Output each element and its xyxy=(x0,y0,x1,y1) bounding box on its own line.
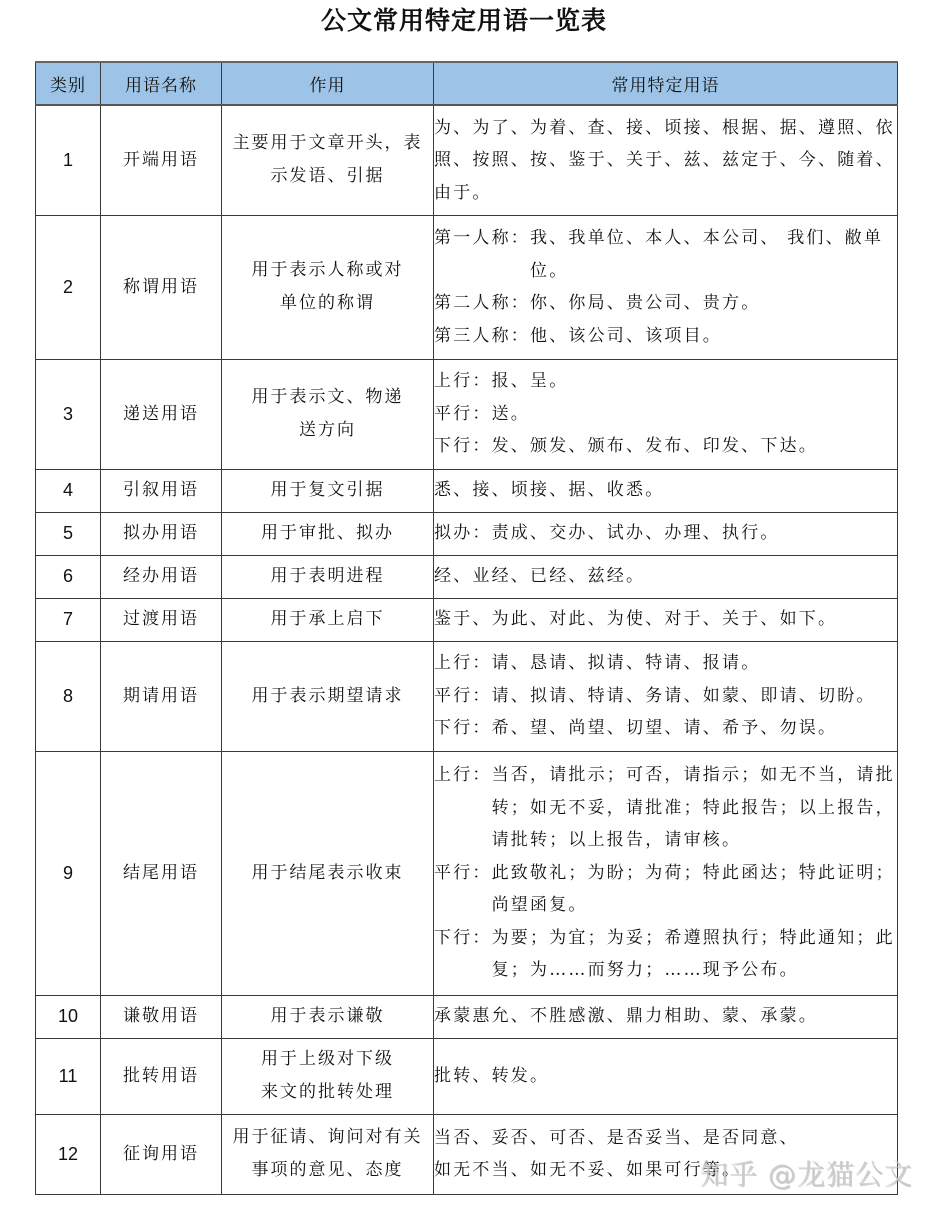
category-number: 9 xyxy=(36,751,101,995)
term-name: 引叙用语 xyxy=(101,469,222,512)
term-group xyxy=(434,712,897,745)
term-group xyxy=(434,759,897,857)
page-title: 公文常用特定用语一览表 xyxy=(320,6,607,35)
term-text: 如无不当、如无不妥、如果可行等。 xyxy=(434,1160,742,1180)
term-group xyxy=(434,365,897,398)
term-group-label: 下行： xyxy=(434,718,492,739)
term-group-text: 发、颁发、颁布、发布、印发、下达。 xyxy=(491,436,819,457)
term-name: 征询用语 xyxy=(101,1114,222,1194)
common-terms xyxy=(434,995,898,1038)
term-name: 期请用语 xyxy=(101,641,222,751)
column-header-category: 类别 xyxy=(36,62,101,105)
term-group xyxy=(434,222,897,287)
function-line: 用于表明进程 xyxy=(270,566,385,586)
term-group-text: 当否，请批示；可否，请指示；如无不当，请批转；如无不妥，请批准；特此报告；以上报告，请批转；以上报告，请审核。 xyxy=(491,765,895,851)
term-group-text: 报、呈。 xyxy=(491,371,569,392)
common-terms xyxy=(434,641,898,751)
term-group-label: 上行： xyxy=(434,765,492,786)
term-function xyxy=(222,469,434,512)
table-row xyxy=(36,105,898,215)
term-text: 承蒙惠允、不胜感激、鼎力相助、蒙、承蒙。 xyxy=(434,1006,818,1027)
function-line: 示发语、引据 xyxy=(270,166,385,187)
function-line: 用于审批、拟办 xyxy=(261,523,394,543)
watermark: 知乎 @龙猫公文 xyxy=(700,1158,913,1191)
term-name: 结尾用语 xyxy=(101,751,222,995)
table-row xyxy=(36,641,898,751)
table-body xyxy=(36,105,898,1194)
term-function xyxy=(222,598,434,641)
term-function xyxy=(222,359,434,469)
term-name: 经办用语 xyxy=(101,555,222,598)
term-function xyxy=(222,1114,434,1194)
term-function xyxy=(222,512,434,555)
common-terms xyxy=(434,469,898,512)
column-header-common-terms: 常用特定用语 xyxy=(434,62,898,105)
term-group-label: 上行： xyxy=(434,653,492,674)
common-terms xyxy=(434,1114,898,1194)
term-group xyxy=(434,922,897,987)
function-line: 事项的意见、态度 xyxy=(251,1160,404,1180)
table-row xyxy=(36,1114,898,1194)
term-group-label: 下行： xyxy=(434,436,492,457)
term-function xyxy=(222,751,434,995)
term-function xyxy=(222,995,434,1038)
term-name: 谦敬用语 xyxy=(101,995,222,1038)
common-terms xyxy=(434,751,898,995)
term-text: 为、为了、为着、查、接、顷接、根据、据、遵照、依照、按照、按、鉴于、关于、兹、兹定于、今、随着、由于。 xyxy=(434,117,895,203)
function-line: 送方向 xyxy=(299,420,356,440)
category-number: 12 xyxy=(36,1114,101,1194)
term-group xyxy=(434,287,897,320)
term-group-text: 请、恳请、拟请、特请、报请。 xyxy=(491,653,761,674)
term-text: 悉、接、顷接、据、收悉。 xyxy=(434,480,665,501)
common-terms xyxy=(434,512,898,555)
table-row xyxy=(36,359,898,469)
category-number: 2 xyxy=(36,215,101,359)
common-terms xyxy=(434,598,898,641)
term-group xyxy=(434,680,897,713)
term-group xyxy=(434,398,897,431)
term-group-text: 送。 xyxy=(491,403,531,424)
table-row xyxy=(36,469,898,512)
term-text: 批转、转发。 xyxy=(434,1065,550,1086)
term-text: 当否、妥否、可否、是否妥当、是否同意、 xyxy=(434,1127,799,1148)
function-line: 用于结尾表示收束 xyxy=(251,862,404,883)
function-line: 用于表示文、物递 xyxy=(251,387,404,407)
term-function xyxy=(222,1038,434,1114)
term-group xyxy=(434,320,897,353)
term-group-text: 请、拟请、特请、务请、如蒙、即请、切盼。 xyxy=(491,685,876,706)
term-name: 批转用语 xyxy=(101,1038,222,1114)
function-line: 单位的称谓 xyxy=(280,293,375,313)
term-function xyxy=(222,215,434,359)
table-header-row xyxy=(36,62,898,105)
function-line: 用于征请、询问对有关 xyxy=(232,1127,423,1147)
term-group-label: 第二人称： xyxy=(434,293,530,313)
term-group-label: 平行： xyxy=(434,685,492,706)
category-number: 1 xyxy=(36,105,101,215)
table-row xyxy=(36,555,898,598)
table-row xyxy=(36,1038,898,1114)
table-row xyxy=(36,215,898,359)
term-function xyxy=(222,641,434,751)
common-terms xyxy=(434,359,898,469)
term-group-label: 第一人称： xyxy=(434,228,530,248)
column-header-term-name: 用语名称 xyxy=(101,62,222,105)
term-group-label: 平行： xyxy=(434,862,492,883)
term-name: 开端用语 xyxy=(101,105,222,215)
function-line: 用于承上启下 xyxy=(270,609,385,629)
function-line: 用于上级对下级 xyxy=(261,1049,394,1069)
category-number: 8 xyxy=(36,641,101,751)
term-group-text: 你、你局、贵公司、贵方。 xyxy=(530,293,761,313)
function-line: 来文的批转处理 xyxy=(261,1082,394,1102)
term-group-text: 为要；为宜；为妥；希遵照执行；特此通知；此复；为……而努力；……现予公布。 xyxy=(491,927,895,981)
category-number: 6 xyxy=(36,555,101,598)
term-name: 过渡用语 xyxy=(101,598,222,641)
term-text: 拟办：责成、交办、试办、办理、执行。 xyxy=(434,523,780,544)
term-group-label: 下行： xyxy=(434,927,492,948)
table-row xyxy=(36,995,898,1038)
term-group-text: 他、该公司、该项目。 xyxy=(530,325,722,346)
common-terms xyxy=(434,105,898,215)
column-header-function: 作用 xyxy=(222,62,434,105)
term-function xyxy=(222,555,434,598)
term-group-text: 此致敬礼；为盼；为荷；特此函达；特此证明；尚望函复。 xyxy=(491,862,895,916)
table-row xyxy=(36,751,898,995)
function-line: 用于表示期望请求 xyxy=(251,685,404,706)
term-function xyxy=(222,105,434,215)
term-group-text: 希、望、尚望、切望、请、希予、勿误。 xyxy=(491,718,838,739)
function-line: 主要用于文章开头，表 xyxy=(232,133,423,154)
function-line: 用于表示人称或对 xyxy=(251,260,404,280)
category-number: 5 xyxy=(36,512,101,555)
term-name: 递送用语 xyxy=(101,359,222,469)
category-number: 10 xyxy=(36,995,101,1038)
term-text: 经、业经、已经、兹经。 xyxy=(434,566,646,587)
term-group-label: 第三人称： xyxy=(434,325,530,346)
term-group-text: 我、我单位、本人、本公司、 我们、敝单位。 xyxy=(530,228,884,281)
common-terms xyxy=(434,1038,898,1114)
term-text: 鉴于、为此、对此、为使、对于、关于、如下。 xyxy=(434,609,838,630)
category-number: 4 xyxy=(36,469,101,512)
table-row xyxy=(36,512,898,555)
category-number: 11 xyxy=(36,1038,101,1114)
category-number: 7 xyxy=(36,598,101,641)
common-terms xyxy=(434,215,898,359)
common-terms xyxy=(434,555,898,598)
term-group-label: 上行： xyxy=(434,371,492,392)
function-line: 用于复文引据 xyxy=(270,480,385,500)
category-number: 3 xyxy=(36,359,101,469)
function-line: 用于表示谦敬 xyxy=(270,1006,385,1026)
term-name: 拟办用语 xyxy=(101,512,222,555)
terms-table xyxy=(35,61,898,1195)
term-group xyxy=(434,430,897,463)
term-group xyxy=(434,857,897,922)
term-group xyxy=(434,647,897,680)
table-row xyxy=(36,598,898,641)
term-name: 称谓用语 xyxy=(101,215,222,359)
term-group-label: 平行： xyxy=(434,403,492,424)
